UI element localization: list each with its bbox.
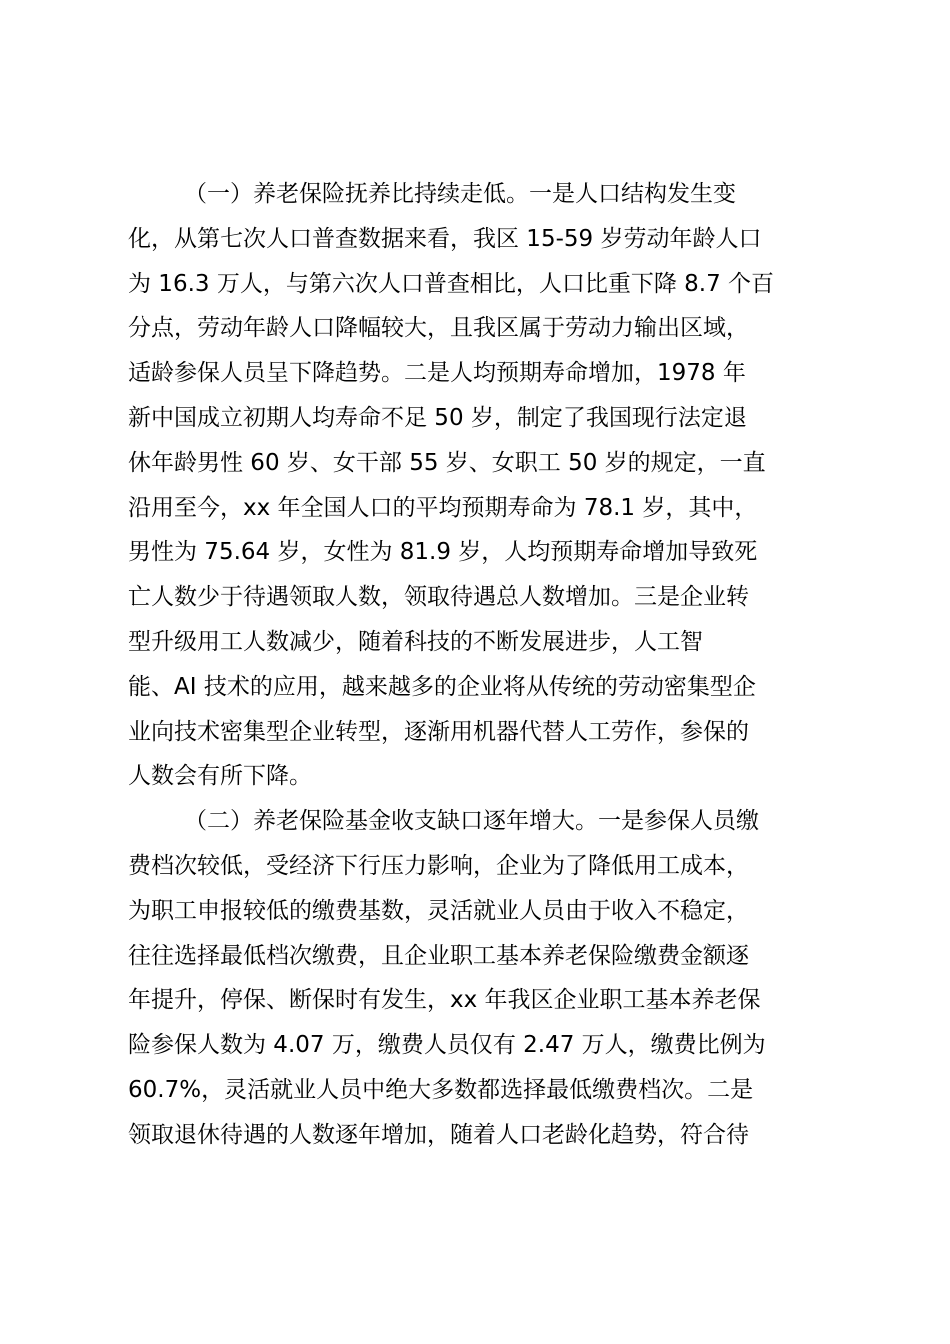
paragraph-1-line-10: 亡人数少于待遇领取人数，领取待遇总人数增加。三是企业转 — [128, 584, 749, 611]
paragraph-1-line-12: 能、AI 技术的应用，越来越多的企业将从传统的劳动密集型企 — [128, 673, 756, 700]
paragraph-1-line-14: 人数会有所下降。 — [128, 763, 312, 790]
paragraph-1-line-1: （一）养老保险抚养比持续走低。一是人口结构发生变 — [184, 181, 736, 207]
paragraph-1-line-9: 男性为 75.64 岁，女性为 81.9 岁，人均预期寿命增加导致死 — [128, 539, 758, 566]
paragraph-1-line-6: 新中国成立初期人均寿命不足 50 岁，制定了我国现行法定退 — [128, 404, 747, 431]
paragraph-2-line-3: 为职工申报较低的缴费基数，灵活就业人员由于收入不稳定， — [128, 897, 749, 924]
paragraph-1-line-7: 休年龄男性 60 岁、女干部 55 岁、女职工 50 岁的规定，一直 — [128, 449, 766, 476]
paragraph-1-line-8: 沿用至今，xx 年全国人口的平均预期寿命为 78.1 岁，其中， — [128, 494, 758, 521]
paragraph-2-line-5: 年提升，停保、断保时有发生，xx 年我区企业职工基本养老保 — [128, 987, 761, 1014]
paragraph-2-line-8: 领取退休待遇的人数逐年增加，随着人口老龄化趋势，符合待 — [128, 1121, 749, 1148]
body-text — [128, 172, 828, 1158]
paragraph-1-line-3: 为 16.3 万人，与第六次人口普查相比，人口比重下降 8.7 个百 — [128, 270, 775, 297]
paragraph-2-line-7: 60.7%，灵活就业人员中绝大多数都选择最低缴费档次。二是 — [128, 1076, 754, 1103]
paragraph-1-line-5: 适龄参保人员呈下降趋势。二是人均预期寿命增加，1978 年 — [128, 360, 746, 387]
paragraph-1-line-2: 化，从第七次人口普查数据来看，我区 15-59 岁劳动年龄人口 — [128, 225, 762, 252]
paragraph-2-line-2: 费档次较低，受经济下行压力影响，企业为了降低用工成本， — [128, 852, 749, 879]
paragraph-1-line-11: 型升级用工人数减少，随着科技的不断发展进步，人工智 — [128, 628, 703, 655]
paragraph-1-line-13: 业向技术密集型企业转型，逐渐用机器代替人工劳作，参保的 — [128, 718, 749, 745]
paragraph-2-line-4: 往往选择最低档次缴费，且企业职工基本养老保险缴费金额逐 — [128, 942, 749, 969]
paragraph-2-line-6: 险参保人数为 4.07 万，缴费人员仅有 2.47 万人，缴费比例为 — [128, 1032, 766, 1059]
paragraph-2-line-1: （二）养老保险基金收支缺口逐年增大。一是参保人员缴 — [184, 808, 759, 835]
paragraph-1-line-4: 分点，劳动年龄人口降幅较大，且我区属于劳动力输出区域， — [128, 315, 749, 342]
